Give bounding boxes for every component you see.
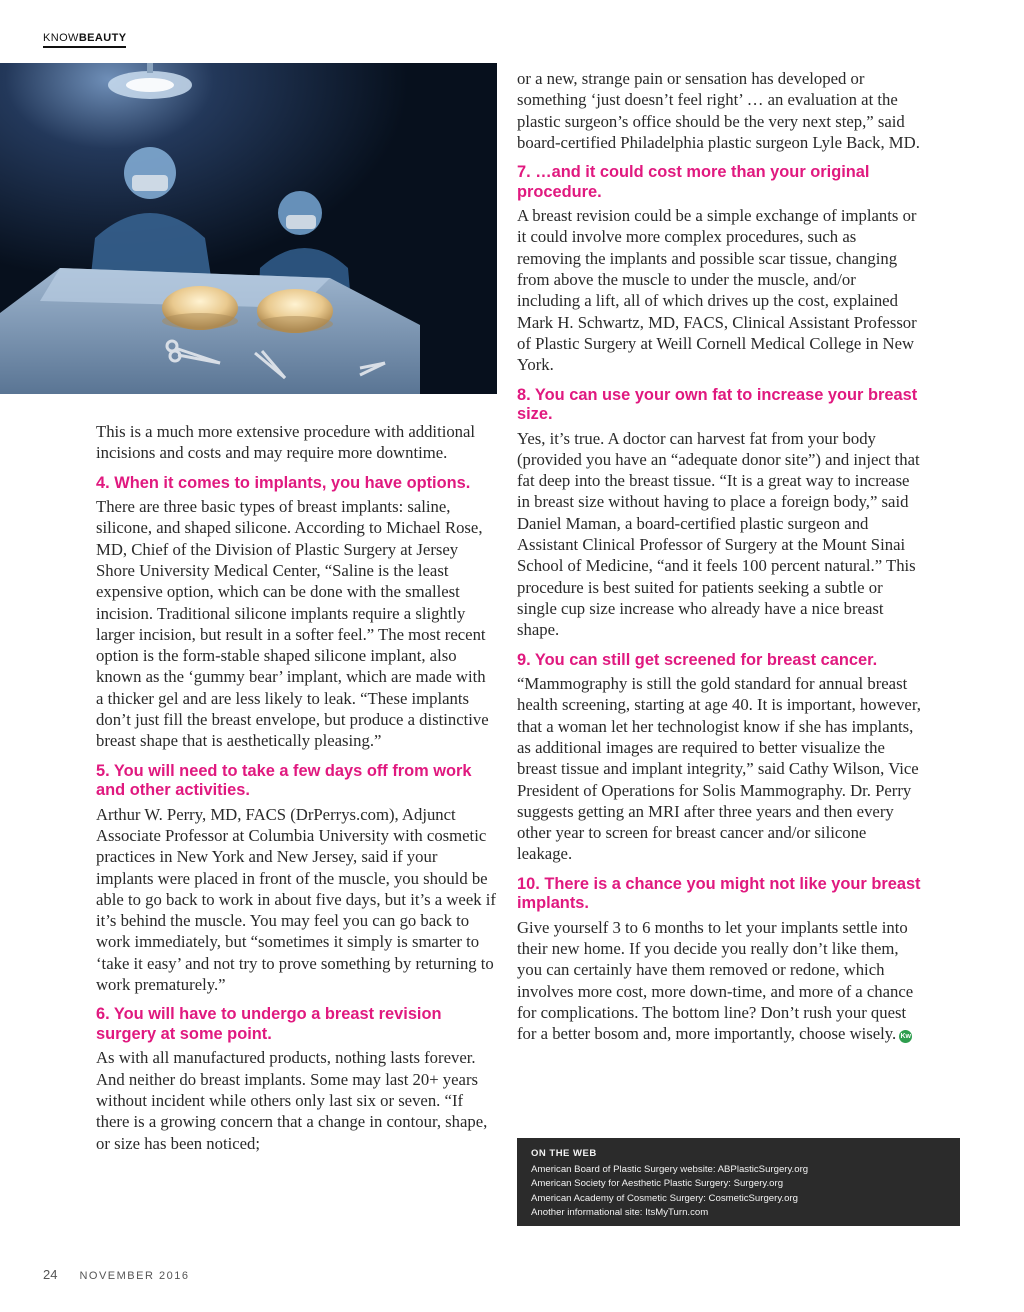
body-paragraph bbox=[517, 673, 921, 865]
implant-icon bbox=[162, 286, 238, 330]
heading-text: 5. You will need to take a few days off from work and other activities. bbox=[96, 761, 472, 800]
section-heading bbox=[517, 163, 921, 202]
paragraph-text: Yes, it’s true. A doctor can harvest fat from your body (provided you have an “adequate donor site”) and inject that fat deep into the breast tissue. “It is a great way to increase in breast size without having to place a foreign body,” said Daniel Maman, a board-certified plastic surgeon and Assistant Clinical Professor of Surgery at the Mount Sinai School of Medicine, “and it feels 100 percent natural.” This procedure is best suited for patients seeking a subtle or single cup size increase who already have a nice breast shape. bbox=[517, 428, 920, 640]
page-footer bbox=[43, 1266, 189, 1284]
section-heading bbox=[517, 651, 921, 671]
web-link[interactable]: American Academy of Cosmetic Surgery: CosmeticSurgery.org bbox=[531, 1192, 798, 1204]
body-paragraph bbox=[517, 917, 921, 1045]
paragraph-text: As with all manufactured products, nothing lasts forever. And neither do breast implants. Some may last 20+ years without incident while others only last six or seven. “If there is a growing concern that a change in contour, shape, or size has been noticed; bbox=[96, 1048, 488, 1153]
section-heading bbox=[96, 762, 496, 801]
section-heading bbox=[96, 474, 496, 494]
section-heading bbox=[517, 386, 921, 425]
paragraph-text: There are three basic types of breast implants: saline, silicone, and shaped silicone. According to Michael Rose, MD, Chief of the Division of Plastic Surgery at Jersey Shore University Medical Center, “Saline is the least expensive option, which can be done with the smallest incision. Traditional silicone implants require a slightly larger incision, but result in a softer feel.” The most recent option is the form-stable shaped silicone implant, also known as the ‘gummy bear’ implant, which are made with a thicker gel and are less likely to leak. “These implants don’t just fill the breast envelope, but produce a distinctive breast shape that is aesthetically pleasing.” bbox=[96, 497, 489, 751]
heading-text: 8. You can use your own fat to increase your breast size. bbox=[517, 385, 918, 424]
paragraph-text: or a new, strange pain or sensation has developed or something ‘just doesn’t feel right’ … an evaluation at the plastic surgeon’s office should be the very next step,” said board-certified Philadelphia plastic surgeon Lyle Back, MD. bbox=[517, 69, 920, 152]
body-paragraph bbox=[96, 496, 496, 752]
paragraph-text: “Mammography is still the gold standard for annual breast health screening, starting at age 40. It is important, however, that a woman let her technologist know if she has implants, as additional images are required to better visualize the breast tissue and implant integrity,” said Cathy Wilson, Vice President of Operations for Solis Mammography. Dr. Perry suggests getting an MRI after three years and then every other year to screen for breast cancer and/or silicone leakage. bbox=[517, 674, 921, 864]
heading-text: 7. …and it could cost more than your original procedure. bbox=[517, 163, 870, 201]
on-the-web-title: ON THE WEB bbox=[531, 1148, 597, 1159]
web-link[interactable]: Another informational site: ItsMyTurn.com bbox=[531, 1206, 709, 1218]
section-tag-suffix: BEAUTY bbox=[78, 32, 127, 44]
heading-text: 9. You can still get screened for breast cancer. bbox=[517, 650, 878, 669]
heading-text: 10. There is a chance you might not like your breast implants. bbox=[517, 874, 921, 913]
page-number: 24 bbox=[43, 1267, 58, 1282]
heading-text: 6. You will have to undergo a breast revision surgery at some point. bbox=[96, 1005, 442, 1043]
web-link[interactable]: American Board of Plastic Surgery website: ABPlasticSurgery.org bbox=[531, 1164, 809, 1175]
implant-icon bbox=[257, 289, 333, 333]
paragraph-text: A breast revision could be a simple exchange of implants or it could involve more complex procedures, such as removing the implants and possible scar tissue, changing from above the muscle to under the muscle, and/or including a lift, all of which drives up the cost, explained Mark H. Schwartz, MD, FACS, Clinical Assistant Professor of Plastic Surgery at Weill Cornell Medical College in New York. bbox=[517, 206, 917, 375]
body-paragraph bbox=[517, 205, 921, 375]
paragraph-text: This is a much more extensive procedure with additional incisions and costs and may require more downtime. bbox=[96, 422, 476, 463]
heading-text: 4. When it comes to implants, you have options. bbox=[96, 473, 471, 492]
left-column bbox=[96, 421, 496, 1154]
hero-photo bbox=[0, 63, 497, 394]
web-link[interactable]: American Society for Aesthetic Plastic Surgery: Surgery.org bbox=[531, 1178, 784, 1190]
section-heading bbox=[517, 875, 921, 914]
section-tag-prefix: KNOW bbox=[43, 32, 79, 44]
section-heading bbox=[96, 1005, 496, 1044]
paragraph-text: Arthur W. Perry, MD, FACS (DrPerrys.com), Adjunct Associate Professor at Columbia University with cosmetic practices in New York and New Jersey, said if your implants were placed in front of the muscle, you should be able to go back to work in about five days, but it’s a week if it’s behind the muscle. You may feel you can go back to work immediately, but “sometimes it simply is smarter to ‘take it easy’ and not try to prove something by returning to work prematurely.” bbox=[96, 804, 496, 995]
issue-date: NOVEMBER 2016 bbox=[79, 1270, 190, 1282]
body-paragraph bbox=[96, 1047, 496, 1153]
right-column bbox=[517, 68, 921, 1044]
section-tag bbox=[43, 32, 126, 48]
end-mark-icon: Kw bbox=[899, 1030, 912, 1043]
body-paragraph bbox=[517, 428, 921, 641]
body-paragraph bbox=[96, 421, 496, 464]
surgery-illustration bbox=[0, 63, 497, 394]
body-paragraph bbox=[517, 68, 921, 153]
paragraph-text: Give yourself 3 to 6 months to let your implants settle into their new home. If you decide you really don’t like them, you can certainly have them removed or redone, which involves more cost, more down-time, and more of a chance for complications. The bottom line? Don’t rush your quest for a better bosom and, more importantly, choose wisely. bbox=[517, 917, 914, 1044]
body-paragraph bbox=[96, 804, 496, 996]
on-the-web-box bbox=[517, 1138, 960, 1226]
